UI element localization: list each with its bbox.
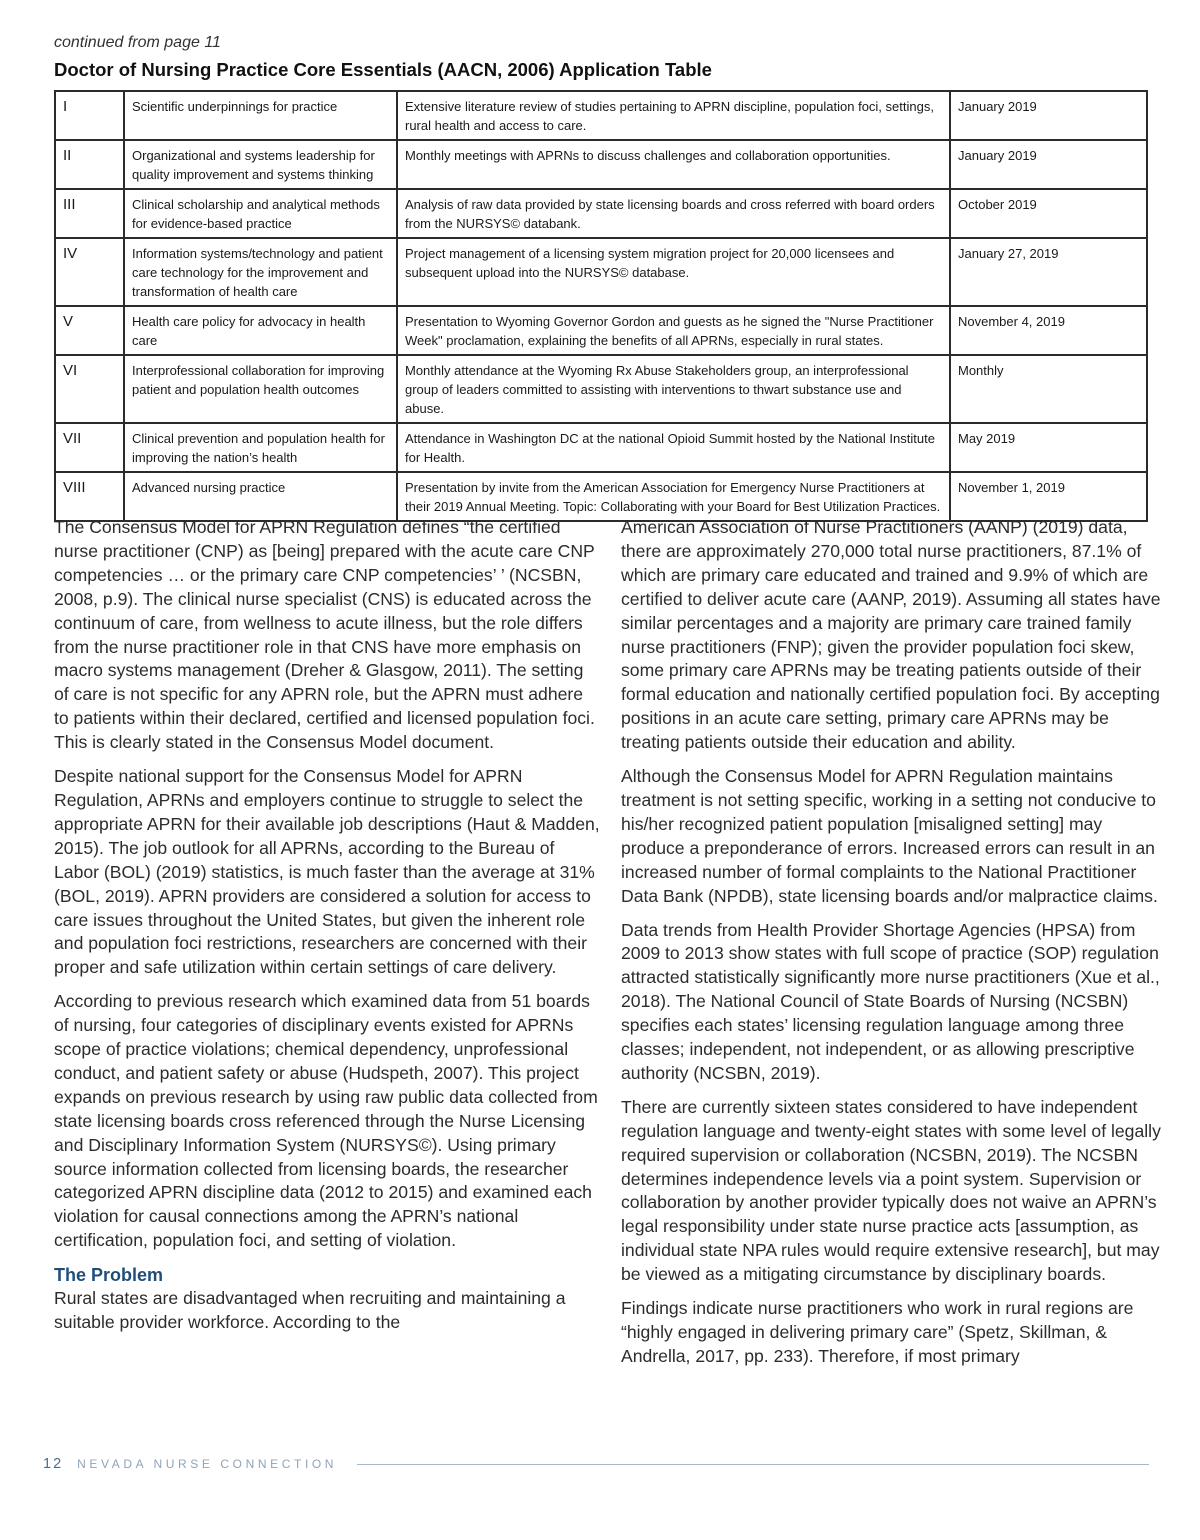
essentials-table: [54, 90, 1148, 522]
table-row: [55, 423, 1147, 472]
left-column: [54, 516, 600, 1345]
section-heading: The Problem: [54, 1265, 164, 1286]
application-description: Analysis of raw data provided by state licensing boards and cross referred with board orders from the NURSYS© databank.: [397, 189, 950, 238]
page-number: 12: [43, 1456, 64, 1472]
table-row: [55, 238, 1147, 306]
essential-number: III: [55, 189, 124, 238]
essential-number: I: [55, 91, 124, 140]
essential-number: VIII: [55, 472, 124, 521]
essential-number: V: [55, 306, 124, 355]
completion-date: May 2019: [950, 423, 1147, 472]
page-footer: [43, 1452, 1149, 1476]
application-description: Presentation by invite from the American Association for Emergency Nurse Practitioners at their 2019 Annual Meeting. Topic: Collaborating with your Board for Best Utilization Practices.: [397, 472, 950, 521]
table-row: [55, 355, 1147, 423]
application-description: Attendance in Washington DC at the national Opioid Summit hosted by the National Institute for Health.: [397, 423, 950, 472]
application-description: Monthly meetings with APRNs to discuss challenges and collaboration opportunities.: [397, 140, 950, 189]
application-description: Extensive literature review of studies pertaining to APRN discipline, population foci, settings, rural health and access to care.: [397, 91, 950, 140]
essential-number: VI: [55, 355, 124, 423]
essential-name: Organizational and systems leadership for quality improvement and systems thinking: [124, 140, 397, 189]
completion-date: January 27, 2019: [950, 238, 1147, 306]
essential-number: II: [55, 140, 124, 189]
table-title: Doctor of Nursing Practice Core Essentials (AACN, 2006) Application Table: [54, 59, 712, 80]
table-row: [55, 189, 1147, 238]
essential-name: Clinical scholarship and analytical methods for evidence-based practice: [124, 189, 397, 238]
body-paragraph: The Consensus Model for APRN Regulation defines “the certified nurse practitioner (CNP) as [being] prepared with the acute care CNP competencies … or the primary care CNP competencies’ ’ (NCSBN, 2008, p.9). The clinical nurse specialist (CNS) is educated across the continuum of care, from wellness to acute illness, but the role differs from the nurse practitioner role in that CNS have more emphasis on macro systems management (Dreher & Glasgow, 2011). The setting of care is not specific for any APRN role, but the APRN must adhere to patients within their declared, certified and licensed population foci. This is clearly stated in the Consensus Model document.: [54, 517, 595, 753]
essential-number: VII: [55, 423, 124, 472]
body-paragraph: American Association of Nurse Practitioners (AANP) (2019) data, there are approximately 270,000 total nurse practitioners, 87.1% of which are primary care educated and trained and 9.9% of which are certified to deliver acute care (AANP, 2019). Assuming all states have similar percentages and a majority are primary care trained family nurse practitioners (FNP); given the provider population foci skew, some primary care APRNs may be treating patients outside of their formal education and nationally certified population foci. By accepting positions in an acute care setting, primary care APRNs may be treating patients outside their education and ability.: [621, 517, 1161, 753]
body-paragraph: There are currently sixteen states considered to have independent regulation language and twenty-eight states with some level of legally required supervision or collaboration (NCSBN, 2019). The NCSBN determines independence levels via a point system. Supervision or collaboration by another provider typically does not waive an APRN’s legal responsibility under state nurse practice acts [assumption, as individual state NPA rules would require extensive research], but may be viewed as a mitigating circumstance by disciplinary boards.: [621, 1096, 1161, 1285]
completion-date: January 2019: [950, 91, 1147, 140]
essential-name: Health care policy for advocacy in health care: [124, 306, 397, 355]
table-row: [55, 472, 1147, 521]
completion-date: October 2019: [950, 189, 1147, 238]
completion-date: November 4, 2019: [950, 306, 1147, 355]
essential-name: Interprofessional collaboration for improving patient and population health outcomes: [124, 355, 397, 423]
page-header: [54, 32, 1146, 83]
table-row: [55, 306, 1147, 355]
application-description: Monthly attendance at the Wyoming Rx Abuse Stakeholders group, an interprofessional group of leaders committed to assisting with interventions to thwart substance use and abuse.: [397, 355, 950, 423]
table-row: [55, 91, 1147, 140]
essential-name: Scientific underpinnings for practice: [124, 91, 397, 140]
essential-name: Information systems/technology and patient care technology for the improvement and transformation of health care: [124, 238, 397, 306]
right-column: [621, 516, 1166, 1379]
body-paragraph: Data trends from Health Provider Shortage Agencies (HPSA) from 2009 to 2013 show states with full scope of practice (SOP) regulation attracted statistically significantly more nurse practitioners (Xue et al., 2018). The National Council of State Boards of Nursing (NCSBN) specifies each states’ licensing regulation language among three classes; independent, not independent, or as allowing prescriptive authority (NCSBN, 2019).: [621, 919, 1160, 1083]
essential-number: IV: [55, 238, 124, 306]
completion-date: Monthly: [950, 355, 1147, 423]
body-paragraph: According to previous research which examined data from 51 boards of nursing, four categories of disciplinary events existed for APRNs scope of practice violations; chemical dependency, unprofessional conduct, and patient safety or abuse (Hudspeth, 2007). This project expands on previous research by using raw public data collected from state licensing boards cross referenced through the Nurse Licensing and Disciplinary Information System (NURSYS©). Using primary source information collected from licensing boards, the researcher categorized APRN discipline data (2012 to 2015) and examined each violation for causal connections among the APRN’s national certification, population foci, and setting of violation.: [54, 991, 598, 1251]
table-row: [55, 140, 1147, 189]
footer-divider: [357, 1464, 1149, 1465]
application-description: Project management of a licensing system migration project for 20,000 licensees and subsequent upload into the NURSYS© database.: [397, 238, 950, 306]
application-description: Presentation to Wyoming Governor Gordon and guests as he signed the "Nurse Practitioner Week" proclamation, explaining the benefits of all APRNs, especially in rural states.: [397, 306, 950, 355]
continued-note: continued from page 11: [54, 34, 221, 51]
completion-date: November 1, 2019: [950, 472, 1147, 521]
publication-name: NEVADA NURSE CONNECTION: [77, 1457, 338, 1471]
completion-date: January 2019: [950, 140, 1147, 189]
body-paragraph: Rural states are disadvantaged when recruiting and maintaining a suitable provider workforce. According to the: [54, 1288, 566, 1333]
body-paragraph: Although the Consensus Model for APRN Regulation maintains treatment is not setting specific, working in a setting not conducive to his/her recognized patient population [misaligned setting] may produce a preponderance of errors. Increased errors can result in an increased number of formal complaints to the National Practitioner Data Bank (NPDB), state licensing boards and/or malpractice claims.: [621, 766, 1158, 906]
essential-name: Clinical prevention and population health for improving the nation’s health: [124, 423, 397, 472]
body-paragraph: Despite national support for the Consensus Model for APRN Regulation, APRNs and employers continue to struggle to select the appropriate APRN for their available job descriptions (Haut & Madden, 2015). The job outlook for all APRNs, according to the Bureau of Labor (BOL) (2019) statistics, is much faster than the average at 31% (BOL, 2019). APRN providers are considered a solution for access to care issues throughout the United States, but given the inherent role and population foci restrictions, researchers are concerned with their proper and safe utilization within certain settings of care delivery.: [54, 766, 600, 978]
body-paragraph: Findings indicate nurse practitioners who work in rural regions are “highly engaged in delivering primary care” (Spetz, Skillman, & Andrella, 2017, pp. 233). Therefore, if most primary: [621, 1298, 1134, 1366]
essential-name: Advanced nursing practice: [124, 472, 397, 521]
